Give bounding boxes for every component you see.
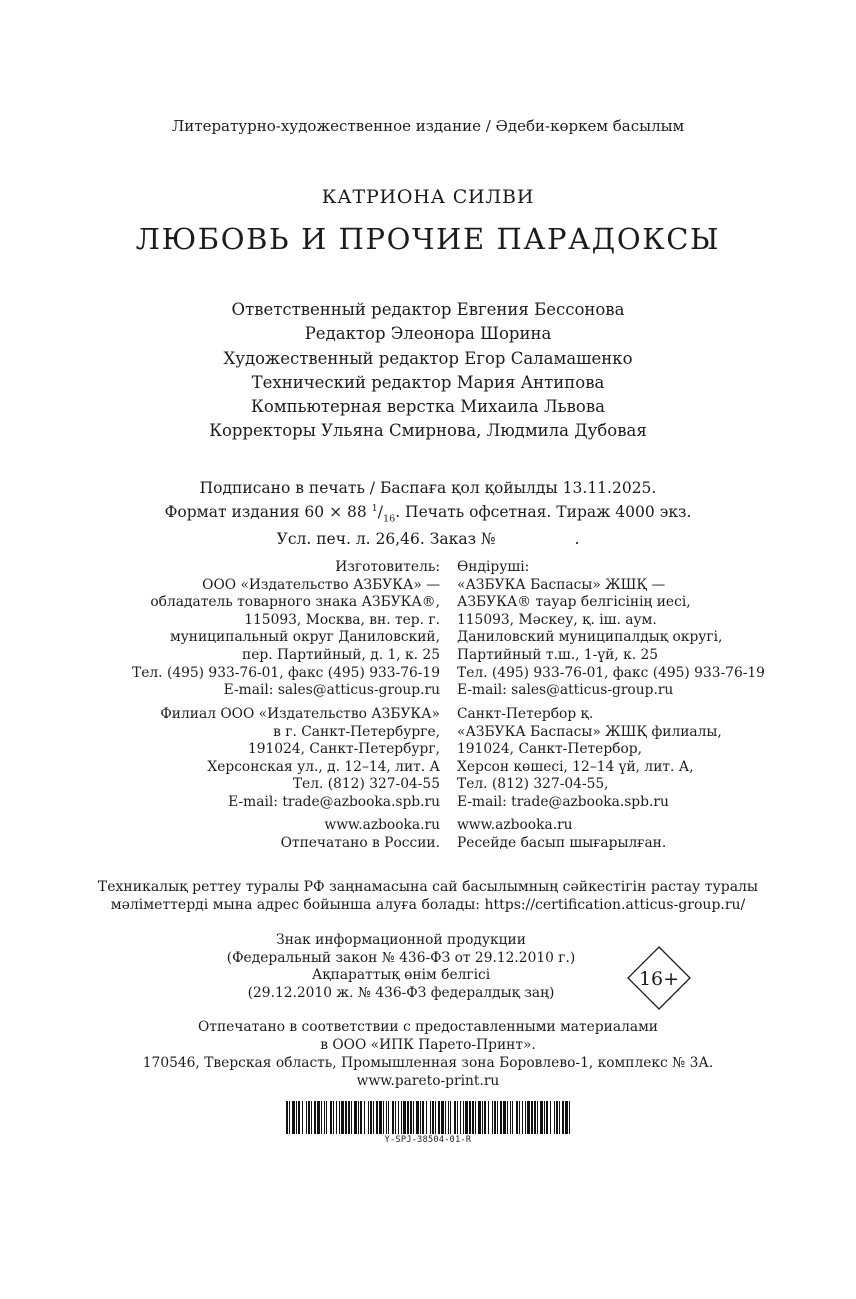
barcode-bar	[317, 1101, 320, 1134]
manufacturer-kz-line: Өндіруші:	[457, 559, 530, 575]
barcode-bar	[364, 1101, 365, 1134]
barcode-bar	[522, 1101, 523, 1134]
info-sign-line: (29.12.2010 ж. № 436-ФЗ федералдық заң)	[247, 984, 555, 1001]
branch-kz-line: «АЗБУКА Баспасы» ЖШҚ филиалы,	[457, 723, 722, 740]
barcode-bar	[407, 1101, 409, 1134]
signed-date: Подписано в печать / Баспаға қол қойылды 13.11.2025.	[199, 479, 657, 497]
footer-ru-line: Отпечатано в России.	[280, 834, 440, 851]
barcode-bar	[465, 1101, 468, 1134]
barcode-bar	[562, 1101, 564, 1134]
barcode-bar	[460, 1101, 461, 1134]
barcode-bar	[500, 1101, 502, 1134]
barcode-bar	[445, 1101, 446, 1134]
barcode-bar	[326, 1101, 327, 1134]
barcode-bar	[559, 1101, 560, 1134]
barcode-bar	[286, 1101, 288, 1134]
branch-kz-line: Санкт-Петербор қ.	[457, 706, 594, 722]
barcode-bar	[292, 1101, 295, 1134]
manufacturer-ru-line: муниципальный округ Даниловский,	[169, 629, 440, 646]
barcode-bar	[403, 1101, 406, 1134]
staff-line: Редактор Элеонора Шорина	[304, 324, 552, 344]
manufacturer-ru-line: Изготовитель:	[335, 559, 440, 575]
manufacturer-ru-line: ООО «Издательство АЗБУКА» —	[202, 576, 440, 593]
printer-line: в ООО «ИПК Парето-Принт».	[320, 1037, 536, 1053]
barcode-bar	[413, 1101, 414, 1134]
barcode-bar	[463, 1101, 464, 1134]
manufacturer-ru-line: обладатель товарного знака АЗБУКА®,	[150, 594, 440, 611]
editorial-staff	[0, 298, 856, 444]
barcode-bar	[544, 1101, 545, 1134]
barcode-bar	[383, 1101, 384, 1134]
footer-kz-line: www.azbooka.ru	[457, 817, 573, 833]
info-sign-line: Знак информационной продукции	[276, 932, 526, 948]
footer-kz	[457, 817, 852, 852]
printer-info	[0, 1018, 856, 1090]
age-rating-text: 16+	[638, 968, 680, 990]
barcode-bar	[351, 1101, 352, 1134]
barcode-bar	[475, 1101, 476, 1134]
barcode-bar	[379, 1101, 382, 1134]
barcode-bar	[516, 1101, 518, 1134]
age-rating-badge	[626, 945, 692, 1011]
manufacturer-ru-line: 115093, Москва, вн. тер. г.	[244, 611, 440, 628]
barcode-bar	[420, 1101, 421, 1134]
barcode-text: Y-SPJ-38504-01-R	[384, 1135, 472, 1145]
edition-type: Литературно-художественное издание / Әдеби-көркем басылым	[171, 117, 685, 135]
barcode-bar	[354, 1101, 357, 1134]
barcode-bar	[540, 1101, 543, 1134]
barcode-bar	[373, 1101, 374, 1134]
branch-kz-line: Херсон көшесі, 12–14 үй, лит. А,	[457, 758, 694, 775]
barcode-bar	[556, 1101, 558, 1134]
barcode-bar	[534, 1101, 536, 1134]
barcode-bar	[360, 1101, 362, 1134]
barcode-bar	[376, 1101, 378, 1134]
barcode-bar	[324, 1101, 325, 1134]
barcode-bar	[537, 1101, 538, 1134]
barcode-bar	[370, 1101, 372, 1134]
barcode-bar	[296, 1101, 297, 1134]
barcode-bar	[416, 1101, 419, 1134]
printer-line: Отпечатано в соответствии с предоставленными материалами	[198, 1019, 658, 1035]
barcode-bar	[289, 1101, 290, 1134]
branch-ru-line: Херсонская ул., д. 12–14, лит. А	[207, 758, 440, 775]
barcode-bar	[345, 1101, 347, 1134]
barcode-bar	[422, 1101, 424, 1134]
barcode-bar	[525, 1101, 526, 1134]
branch-kz-line: E-mail: trade@azbooka.spb.ru	[457, 793, 669, 810]
manufacturer-kz-line: Даниловский муниципалдық округі,	[457, 629, 723, 646]
barcode-bar	[333, 1101, 334, 1134]
barcode-bar	[401, 1101, 402, 1134]
barcode-bar	[488, 1101, 489, 1134]
barcode-bar	[472, 1101, 474, 1134]
barcode-bar	[554, 1101, 555, 1134]
barcode-bar	[478, 1101, 481, 1134]
format-denominator: 16	[382, 512, 396, 524]
barcode-bar	[441, 1101, 444, 1134]
manufacturer-kz-line: 115093, Мәскеу, қ. іш. аум.	[457, 611, 657, 628]
book-title: ЛЮБОВЬ И ПРОЧИЕ ПАРАДОКСЫ	[135, 222, 721, 256]
barcode-bar	[492, 1101, 493, 1134]
branch-ru-line: E-mail: trade@azbooka.spb.ru	[228, 793, 440, 810]
barcode-bar	[457, 1101, 458, 1134]
format-slash: /	[377, 502, 383, 521]
barcode-bar	[531, 1101, 533, 1134]
branch-ru-line: 191024, Санкт-Петербург,	[247, 741, 440, 758]
footer-kz-line: Ресейде басып шығарылған.	[457, 834, 667, 851]
branch-kz-line: Тел. (812) 327-04-55,	[457, 776, 609, 793]
branch-ru	[0, 706, 440, 812]
barcode-bar	[386, 1101, 387, 1134]
barcode-bar	[430, 1101, 431, 1134]
staff-line: Художественный редактор Егор Саламашенко	[223, 348, 633, 368]
barcode-bar	[314, 1101, 316, 1134]
barcode-bar	[348, 1101, 350, 1134]
barcode-bar	[469, 1101, 471, 1134]
barcode-bar	[550, 1101, 551, 1134]
manufacturer-ru-line: пер. Партийный, д. 1, к. 25	[242, 646, 440, 663]
barcode-bar	[432, 1101, 434, 1134]
barcode-bar	[448, 1101, 449, 1134]
manufacturer-kz-line: Партийный т.ш., 1-үй, к. 25	[457, 646, 659, 663]
barcode-bar	[565, 1101, 568, 1134]
barcode-bar	[306, 1101, 307, 1134]
barcode-bar	[392, 1101, 394, 1134]
barcode-bar	[321, 1101, 322, 1134]
barcode-bar	[398, 1101, 399, 1134]
footer-ru	[0, 817, 440, 852]
branch-kz-line: 191024, Санкт-Петербор,	[457, 741, 642, 758]
barcode-bar	[512, 1101, 513, 1134]
certification-line: мәліметтерді мына адрес бойынша алуға болады: https://certification.atticus-group.ru/	[110, 897, 746, 913]
info-product-sign	[200, 932, 602, 1002]
printing-details	[0, 478, 856, 550]
barcode-bar	[341, 1101, 344, 1134]
manufacturer-ru	[0, 559, 440, 700]
certification-line: Техникалық реттеу туралы РФ заңнамасына сай басылымның сәйкестігін растау туралы	[97, 879, 759, 895]
barcode-bar	[519, 1101, 520, 1134]
staff-line: Технический редактор Мария Антипова	[251, 372, 605, 392]
barcode-bar	[450, 1101, 451, 1134]
info-sign-line: Ақпараттық өнім белгісі	[311, 967, 491, 983]
barcode-bar	[546, 1101, 548, 1134]
info-sign-line: (Федеральный закон № 436-ФЗ от 29.12.2010 г.)	[226, 949, 576, 966]
barcode-bar	[336, 1101, 337, 1134]
barcode-bar	[330, 1101, 332, 1134]
certification-note	[0, 878, 856, 914]
footer-ru-line: www.azbooka.ru	[324, 817, 440, 833]
barcode-bar	[311, 1101, 312, 1134]
barcode-bar	[298, 1101, 300, 1134]
manufacturer-ru-line: E-mail: sales@atticus-group.ru	[223, 682, 440, 699]
barcode-bar	[527, 1101, 530, 1134]
printer-line: 170546, Тверская область, Промышленная зона Боровлево-1, комплекс № 3А.	[142, 1055, 714, 1071]
barcode-bar	[426, 1101, 427, 1134]
barcode-bar	[435, 1101, 436, 1134]
branch-ru-line: Филиал ООО «Издательство АЗБУКА»	[160, 706, 440, 722]
manufacturer-kz-line: «АЗБУКА Баспасы» ЖШҚ —	[457, 576, 666, 593]
barcode-bar	[438, 1101, 440, 1134]
branch-kz	[457, 706, 852, 812]
barcode-bar	[308, 1101, 310, 1134]
barcode-bar	[454, 1101, 456, 1134]
barcode-bar	[507, 1101, 508, 1134]
printer-line: www.pareto-print.ru	[356, 1073, 500, 1089]
barcode-bar	[388, 1101, 389, 1134]
barcode-bar	[484, 1101, 486, 1134]
barcode-bar	[395, 1101, 396, 1134]
format-prefix: Формат издания 60 × 88	[164, 502, 372, 521]
format-suffix: . Печать офсетная. Тираж 4000 экз.	[395, 502, 692, 521]
barcode-bar	[410, 1101, 412, 1134]
format-numerator: 1	[371, 502, 378, 514]
staff-line: Компьютерная верстка Михаила Львова	[251, 397, 605, 417]
barcode-bar	[569, 1101, 570, 1134]
barcode-bar	[358, 1101, 359, 1134]
barcode-bar	[302, 1101, 303, 1134]
barcode-bar	[510, 1101, 511, 1134]
barcode-bar	[339, 1101, 340, 1134]
barcode-bar	[497, 1101, 498, 1134]
format-line	[0, 499, 856, 530]
manufacturer-kz-line: Тел. (495) 933-76-01, факс (495) 933-76-19	[457, 664, 765, 681]
branch-ru-line: Тел. (812) 327-04-55	[292, 776, 440, 793]
barcode-bar	[482, 1101, 483, 1134]
barcode-bar	[494, 1101, 496, 1134]
manufacturer-kz	[457, 559, 852, 700]
barcode	[286, 1101, 570, 1134]
barcode-bar	[503, 1101, 506, 1134]
branch-ru-line: в г. Санкт-Петербурге,	[273, 723, 440, 740]
sheets-order: Усл. печ. л. 26,46. Заказ № .	[276, 530, 580, 549]
staff-line: Ответственный редактор Евгения Бессонова	[231, 300, 625, 319]
staff-line: Корректоры Ульяна Смирнова, Людмила Дубовая	[209, 421, 647, 441]
author-name: КАТРИОНА СИЛВИ	[321, 186, 535, 208]
manufacturer-kz-line: АЗБУКА® тауар белгісінің иесі,	[457, 594, 691, 611]
manufacturer-kz-line: E-mail: sales@atticus-group.ru	[457, 682, 674, 699]
barcode-bar	[368, 1101, 369, 1134]
manufacturer-ru-line: Тел. (495) 933-76-01, факс (495) 933-76-19	[132, 664, 440, 681]
